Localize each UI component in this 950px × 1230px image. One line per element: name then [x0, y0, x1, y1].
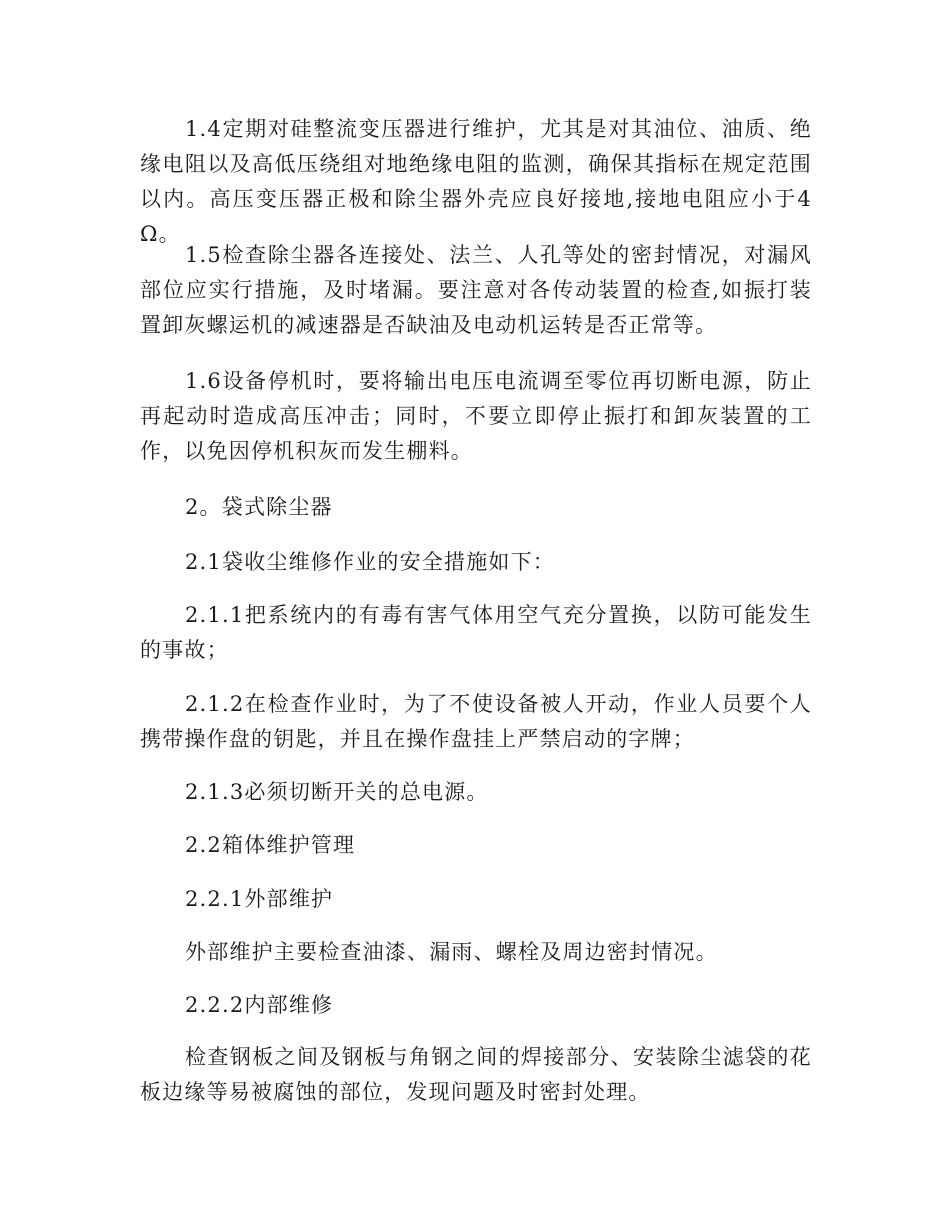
heading-2-2-2: 2.2.2内部维修 — [185, 993, 334, 1017]
paragraph-2-1: 2.1袋收尘维修作业的安全措施如下： — [185, 550, 555, 574]
heading-2-2: 2.2箱体维护管理 — [185, 833, 356, 857]
paragraph-1-5: 1.5检查除尘器各连接处、法兰、人孔等处的密封情况，对漏风部位应实行措施，及时堵漏。要注意对各传动装置的检查,如振打装置卸灰螺运机的减速器是否缺油及电动机运转是否正常等。 — [140, 243, 812, 337]
paragraph-1-4: 1.4定期对硅整流变压器进行维护，尤其是对其油位、油质、绝缘电阻以及高低压绕组对地绝缘电阻的监测，确保其指标在规定范围以内。高压变压器正极和除尘器外壳应良好接地,接地电阻应小于4Ω。 — [140, 117, 812, 246]
heading-2-2-1: 2.2.1外部维护 — [185, 887, 334, 911]
paragraph-2-1-2: 2.1.2在检查作业时，为了不使设备被人开动，作业人员要个人携带操作盘的钥匙，并且在操作盘挂上严禁启动的字牌； — [140, 692, 812, 751]
paragraph-internal-repair: 检查钢板之间及钢板与角钢之间的焊接部分、安装除尘滤袋的花板边缘等易被腐蚀的部位，发现问题及时密封处理。 — [140, 1045, 812, 1104]
paragraph-2-1-3: 2.1.3必须切断开关的总电源。 — [185, 780, 489, 804]
paragraph-external-maintenance: 外部维护主要检查油漆、漏雨、螺栓及周边密封情况。 — [185, 940, 718, 964]
heading-2-bag-filter: 2。袋式除尘器 — [185, 495, 333, 519]
paragraph-2-1-1: 2.1.1把系统内的有毒有害气体用空气充分置换，以防可能发生的事故； — [140, 603, 812, 662]
paragraph-1-6: 1.6设备停机时，要将输出电压电流调至零位再切断电源，防止再起动时造成高压冲击；同时，不要立即停止振打和卸灰装置的工作，以免因停机积灰而发生棚料。 — [140, 369, 812, 463]
